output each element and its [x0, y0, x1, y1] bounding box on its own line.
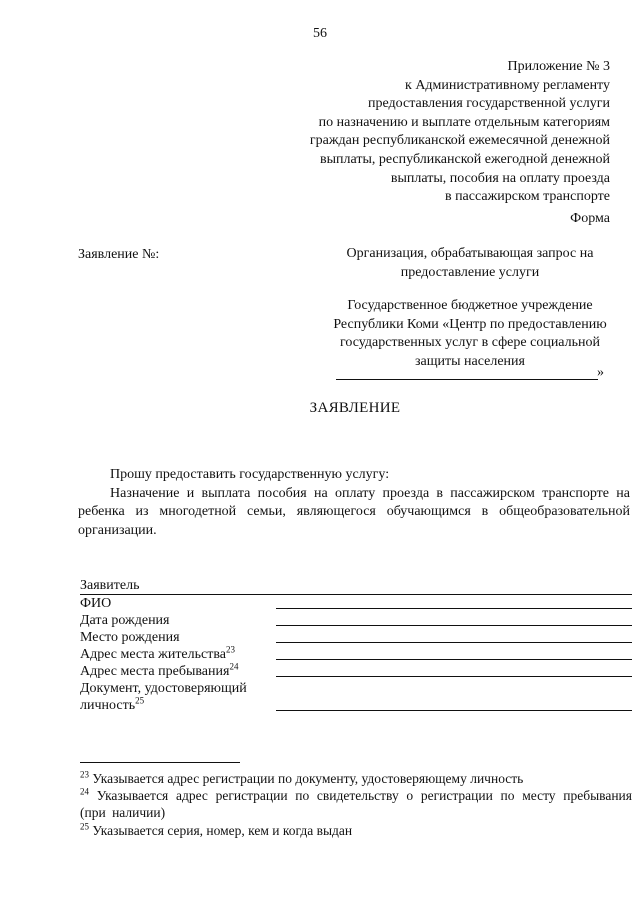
appendix-header [280, 58, 610, 207]
request-intro: Прошу предоставить государственную услугу: [110, 467, 390, 482]
field-label: ФИО [80, 596, 112, 611]
field-row-birth-date [80, 612, 632, 629]
appendix-line: предоставления государственной услуги [368, 96, 610, 112]
institution-line: Республики Коми «Центр по предоставлению [333, 316, 607, 332]
footnotes [80, 770, 632, 839]
birth-date-input-line[interactable] [276, 624, 632, 626]
appendix-line: выплаты, республиканской ежегодной денежной [319, 151, 610, 167]
org-line: предоставление услуги [400, 264, 540, 280]
page-number: 56 [313, 26, 327, 41]
footnote-24: $^{24}$ Указывается адрес регистрации по свидетельству о регистрации по месту пребывания (при наличии) [80, 786, 632, 821]
org-line: Организация, обрабатывающая запрос на [346, 246, 594, 261]
field-row-residence-address [80, 646, 632, 663]
institution-blank-line[interactable] [336, 366, 598, 380]
service-description: Назначение и выплата пособия на оплату проезда в пассажирском транспорте на ребенка из многодетной семьи, являющегося обучающимся в общеобразовательной организации. [78, 485, 630, 539]
field-label: Дата рождения [80, 613, 170, 628]
closing-quote: » [597, 365, 604, 380]
appendix-line: выплаты, пособия на оплату проезда [390, 170, 610, 186]
footnote-separator [80, 762, 240, 763]
field-label: Место рождения [80, 630, 180, 645]
field-row-birth-place [80, 629, 632, 646]
field-label: Документ, удостоверяющий личность$^{25}$ [80, 681, 247, 713]
field-row-fio [80, 595, 632, 612]
processing-organization [320, 245, 620, 282]
appendix-line: в пассажирском транспорте [444, 189, 610, 205]
institution-name [320, 297, 620, 371]
applicant-fields [80, 595, 632, 714]
request-text [78, 466, 630, 541]
institution-line: государственных услуг в сфере социальной [339, 335, 601, 350]
appendix-line: к Административному регламенту [405, 77, 610, 93]
residence-address-input-line[interactable] [276, 658, 632, 660]
field-row-identity-document [80, 680, 632, 714]
appendix-line: Приложение № 3 [507, 59, 610, 74]
institution-line: Государственное бюджетное учреждение [347, 298, 593, 313]
footnote-25: $^{25}$ Указывается серия, номер, кем и когда выдан [80, 821, 353, 838]
form-label: Форма [570, 211, 610, 226]
identity-document-input-line[interactable] [276, 709, 632, 711]
applicant-header: Заявитель [80, 577, 632, 595]
birth-place-input-line[interactable] [276, 641, 632, 643]
fio-input-line[interactable] [276, 607, 632, 609]
document-title: ЗАЯВЛЕНИЕ [309, 400, 401, 416]
field-row-stay-address [80, 663, 632, 680]
institution-line: защиты населения [415, 353, 525, 369]
appendix-line: граждан республиканской ежемесячной денежной [309, 133, 610, 149]
field-label: Адрес места жительства$^{23}$ [80, 644, 235, 662]
application-number-label: Заявление №: [78, 247, 160, 262]
field-label: Адрес места пребывания$^{24}$ [80, 661, 239, 679]
stay-address-input-line[interactable] [276, 675, 632, 677]
footnote-23: $^{23}$ Указывается адрес регистрации по документу, удостоверяющему личность [80, 769, 524, 786]
appendix-line: по назначению и выплате отдельным категориям [318, 114, 610, 130]
